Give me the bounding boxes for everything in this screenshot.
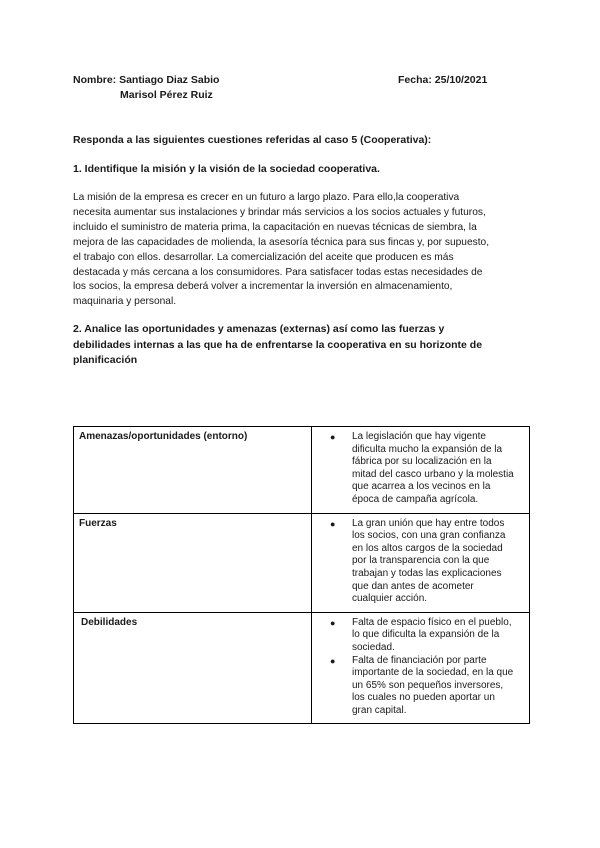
list-item: ● Falta de espacio físico en el pueblo, lo que dificulta la expansión de la sociedad. — [330, 616, 512, 653]
answer-line: destacada y más cercana a los consumidores. Para satisfacer todas estas necesidades de — [73, 266, 483, 278]
bullet-icon: ● — [330, 432, 336, 442]
bullet-icon: ● — [330, 655, 336, 666]
answer-line: incluido el suministro de materia prima, la capacitación en nuevas técnicas de siembra, la — [73, 221, 477, 233]
instruction: Responda a las siguientes cuestiones referidas al caso 5 (Cooperativa): — [73, 134, 432, 146]
bullet-icon: ● — [330, 617, 336, 628]
student-name-2: Marisol Pérez Ruiz — [120, 89, 213, 101]
row-content-debilidades — [312, 612, 530, 724]
swot-table — [73, 426, 530, 724]
question-2-line: planificación — [73, 354, 138, 366]
list-item: ● Falta de financiación por parte importante de la sociedad, en la que un 65% son pequeños inversores, los cuales no pueden aportar un gran capital. — [330, 654, 514, 716]
row-label-fuerzas: Fuerzas — [74, 513, 312, 612]
bullet-icon: ● — [330, 518, 336, 529]
table-row — [74, 612, 530, 724]
row-content-fuerzas — [312, 513, 530, 612]
table-row — [74, 427, 530, 514]
question-2-title — [73, 322, 482, 369]
row-label-amenazas: Amenazas/oportunidades (entorno) — [74, 427, 312, 514]
student-name-1: Nombre: Santiago Diaz Sabio — [73, 74, 220, 86]
answer-line: mejora de las capacidades de molienda, la asesoría técnica para sus fincas y, por supuesto, — [73, 236, 490, 248]
question-2-line: 2. Analice las oportunidades y amenazas (externas) así como las fuerzas y — [73, 323, 445, 335]
question-1-answer — [73, 191, 543, 310]
question-2-line: debilidades internas a las que ha de enfrentarse la cooperativa en su horizonte de — [73, 338, 483, 351]
row-label-debilidades: Debilidades — [74, 612, 312, 724]
answer-line: necesita aumentar sus instalaciones y brindar más servicios a los socios actuales y futuros, — [73, 206, 486, 218]
question-1-title: 1. Identifique la misión y la visión de la sociedad cooperativa. — [73, 163, 380, 175]
answer-line: La misión de la empresa es crecer en un futuro a largo plazo. Para ello,la cooperativa — [73, 192, 460, 203]
row-content-amenazas — [312, 427, 530, 514]
answer-line: maquinaria y personal. — [73, 296, 177, 308]
list-item: ● La legislación que hay vigente dificulta mucho la expansión de la fábrica por su localización en la mitad del casco urbano y la molestia que acarrea a los vecinos en la época de campaña agrícola. — [330, 431, 514, 505]
date-label: Fecha: 25/10/2021 — [398, 74, 488, 86]
answer-line: el trabajo con ellos. desarrollar. La comercialización del aceite que producen es más — [73, 251, 454, 263]
list-item: ● La gran unión que hay entre todos los socios, con una gran confianza en los altos cargos de la sociedad por la transparencia con la que trabajan y todas las explicaciones que dan antes de acometer cualquier acción. — [330, 517, 506, 605]
answer-line: los socios, la empresa deberá volver a incrementar la inversión en almacenamiento, — [73, 281, 453, 293]
table-row — [74, 513, 530, 612]
